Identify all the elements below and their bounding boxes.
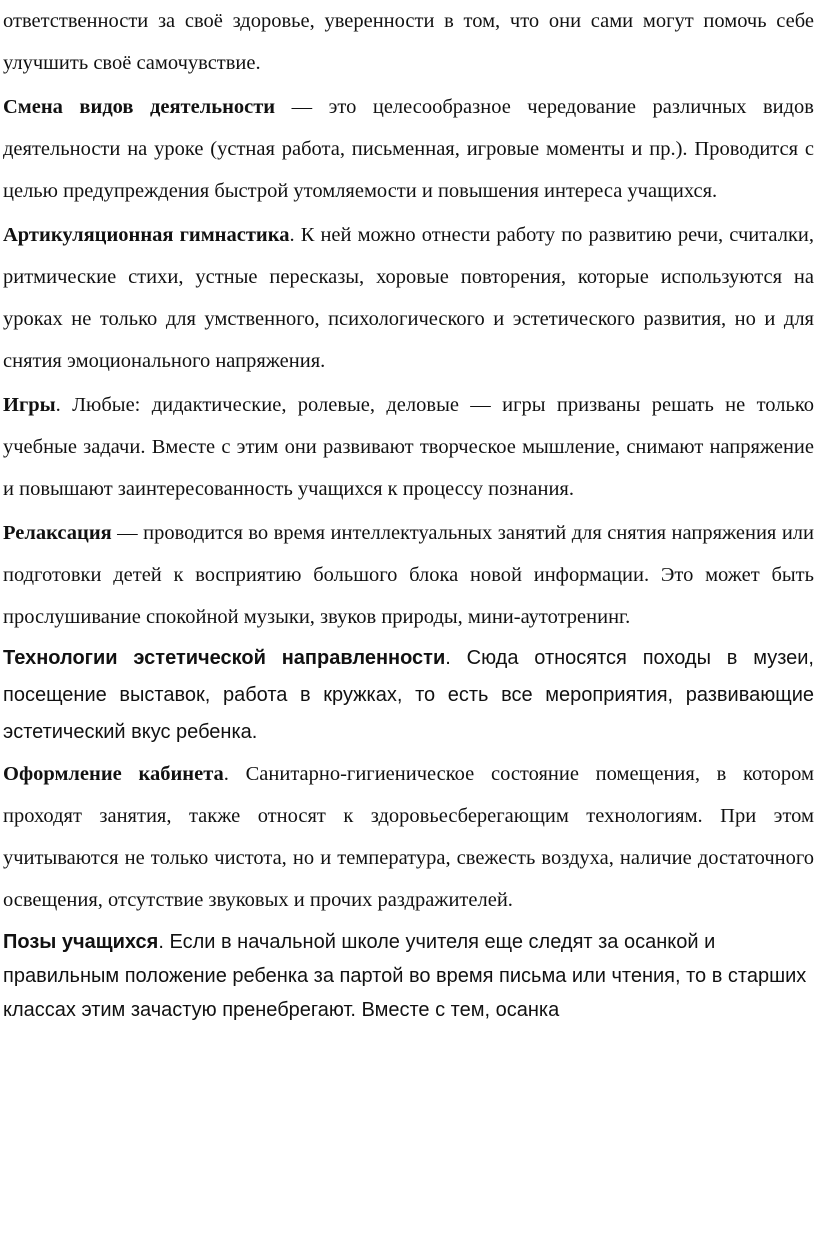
paragraph-aesthetic-technologies bbox=[0, 638, 816, 751]
paragraph-articulation-gymnastics bbox=[0, 214, 816, 382]
term-label: Оформление кабинета bbox=[3, 763, 224, 785]
paragraph-student-posture bbox=[0, 925, 816, 1027]
term-label: Смена видов деятельности bbox=[3, 96, 276, 118]
paragraph-text: . Любые: дидактические, ролевые, деловые — игры призваны решать не только учебные задачи. Вместе с этим они развивают творческое мышление, снимают напряжение и повышают заинтересованность учащихся к процессу познания. bbox=[3, 394, 814, 500]
paragraph-text: — проводится во время интеллектуальных занятий для снятия напряжения или подготовки детей к восприятию большого блока новой информации. Это может быть прослушивание спокойной музыки, звуков природы, мини-аутотренинг. bbox=[3, 522, 814, 628]
term-label: Игры bbox=[3, 394, 56, 416]
paragraph-activity-change bbox=[0, 86, 816, 212]
term-label: Релаксация bbox=[3, 522, 112, 544]
paragraph-games bbox=[0, 384, 816, 510]
paragraph-relaxation bbox=[0, 512, 816, 638]
paragraph-text: . К ней можно отнести работу по развитию речи, считалки, ритмические стихи, устные пересказы, хоровые повторения, которые используются на уроках не только для умственного, психологического и эстетического развития, но и для снятия эмоционального напряжения. bbox=[3, 224, 815, 372]
paragraph-text: — это целесообразное чередование различных видов деятельности на уроке (устная работа, письменная, игровые моменты и пр.). Проводится с целью предупреждения быстрой утомляемости и повышения интереса учащихся. bbox=[3, 96, 814, 202]
paragraph-classroom-design bbox=[0, 753, 816, 921]
paragraph-text: . Санитарно-гигиеническое состояние помещения, в котором проходят занятия, также относят к здоровьесберегающим технологиям. При этом учитываются не только чистота, но и температура, свежесть воздуха, наличие достаточного освещения, отсутствие звуковых и прочих раздражителей. bbox=[3, 763, 814, 911]
paragraph-text: . Сюда относятся походы в музеи, посещение выставок, работа в кружках, то есть все мероприятия, развивающие эстетический вкус ребенка. bbox=[3, 647, 814, 743]
paragraph-text: ответственности за своё здоровье, уверенности в том, что они сами могут помочь себе улучшить своё самочувствие. bbox=[3, 10, 814, 74]
paragraph-self-responsibility bbox=[0, 0, 816, 84]
term-label: Артикуляционная гимнастика bbox=[3, 224, 290, 246]
term-label: Технологии эстетической направленности bbox=[3, 647, 446, 669]
term-label: Позы учащихся bbox=[3, 931, 159, 953]
paragraph-text: . Если в начальной школе учителя еще следят за осанкой и правильным положение ребенка за партой во время письма или чтения, то в старших классах этим зачастую пренебрегают. Вместе с тем, осанка bbox=[3, 931, 807, 1021]
